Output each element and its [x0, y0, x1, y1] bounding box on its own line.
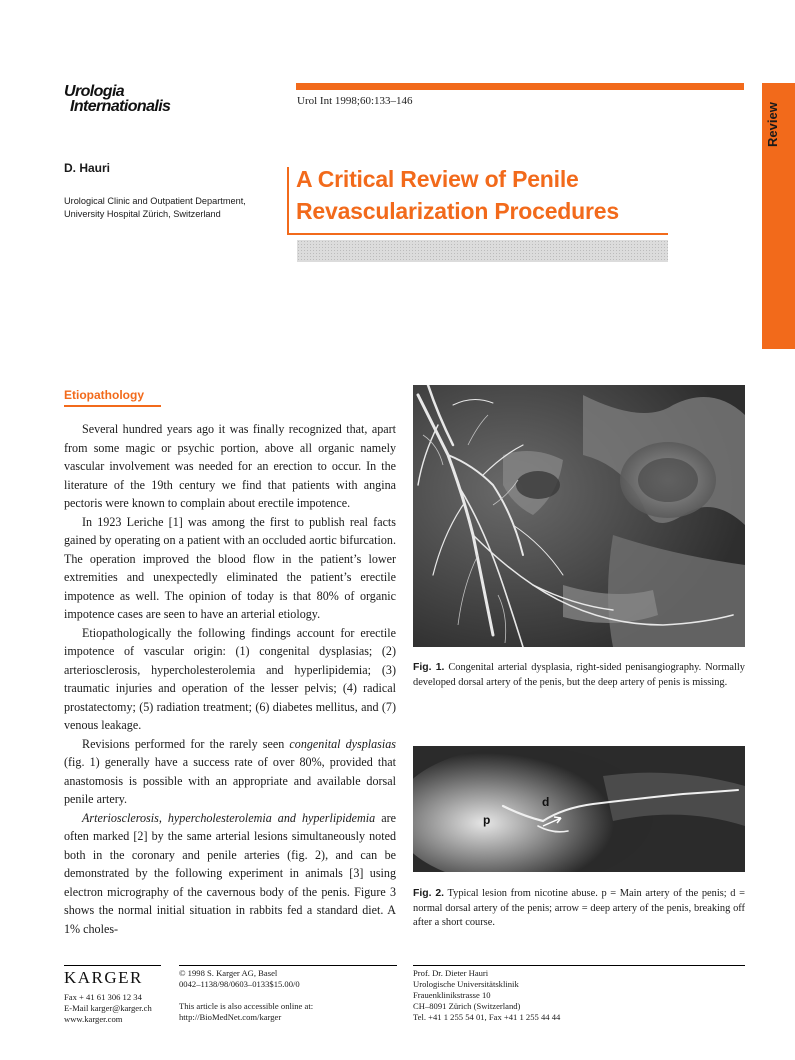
paragraph-4-emphasis: congenital dysplasias	[289, 736, 396, 751]
online-note: This article is also accessible online at:	[179, 1001, 314, 1011]
article-title	[296, 163, 676, 227]
issn-line: 0042–1138/98/0603–0133$15.00/0	[179, 979, 300, 989]
figure-2-caption-text: Typical lesion from nicotine abuse. p = Main artery of the penis; d = normal dorsal artery of the penis; arrow = deep artery of the penis, breaking off after a short course.	[413, 888, 745, 928]
header-accent-bar	[296, 83, 744, 90]
paragraph-4	[64, 735, 396, 809]
paragraph-3: Etiopathologically the following findings account for erectile impotence of vascular origin: (1) congenital dysplasias; (2) arteriosclerosis, hypercholesterolemia and hyperlipidemia; (3) traumatic injuries and operation of the lesser pelvis; (4) radical prostatectomy; (5) radiation treatment; (6) diabetes mellitus, and (7) venous leakage.	[64, 625, 396, 732]
author-name: D. Hauri	[64, 161, 111, 175]
figure-1-image	[413, 385, 745, 647]
figure-2-marker-d: d	[542, 795, 550, 809]
body-text	[64, 419, 396, 938]
section-tab-label: Review	[765, 102, 780, 147]
copyright-block	[179, 968, 313, 1023]
correspondence-city: CH–8091 Zürich (Switzerland)	[413, 1001, 521, 1011]
publisher-email[interactable]: E-Mail karger@karger.ch	[64, 1003, 152, 1013]
title-decorative-band	[297, 240, 668, 262]
paragraph-1: Several hundred years ago it was finally recognized that, apart from some magic or psychic portion, above all organic namely vascular involvement was needed for an erection to occur. In the literature of the 19th century we find that patients with angina pectoris were known to complain about erectile impotence.	[64, 422, 396, 510]
publisher-logo: KARGER	[64, 968, 143, 987]
correspondence-address	[413, 968, 560, 1023]
figure-2-image	[413, 746, 745, 872]
figure-1-caption-text: Congenital arterial dysplasia, right-sided penisangiography. Normally developed dorsal artery of the penis, but the deep artery of penis is missing.	[413, 662, 745, 688]
figure-2-caption	[413, 887, 745, 931]
journal-logo-line1: Urologia	[64, 83, 125, 100]
copyright-line: © 1998 S. Karger AG, Basel	[179, 968, 278, 978]
online-url[interactable]: http://BioMedNet.com/karger	[179, 1012, 282, 1022]
title-rule-vertical	[287, 167, 289, 235]
paragraph-5	[64, 809, 396, 939]
title-rule-horizontal	[287, 233, 668, 235]
author-affiliation: Urological Clinic and Outpatient Department, University Hospital Zürich, Switzerland	[64, 196, 246, 219]
paragraph-4-start: Revisions performed for the rarely seen	[82, 736, 290, 751]
section-tab	[762, 83, 795, 349]
journal-logo	[64, 84, 204, 114]
correspondence-phone: Tel. +41 1 255 54 01, Fax +41 1 255 44 44	[413, 1012, 561, 1022]
correspondence-dept: Urologische Universitätsklinik	[413, 979, 519, 989]
correspondence-street: Frauenklinikstrasse 10	[413, 990, 491, 1000]
publisher-fax: Fax + 41 61 306 12 34	[64, 992, 142, 1002]
figure-2-label: Fig. 2.	[413, 888, 445, 899]
section-heading: Etiopathology	[64, 388, 144, 402]
publisher-website[interactable]: www.karger.com	[64, 1014, 123, 1024]
article-title-line2: Revascularization Procedures	[296, 198, 619, 224]
correspondence-name: Prof. Dr. Dieter Hauri	[413, 968, 489, 978]
citation: Urol Int 1998;60:133–146	[297, 95, 413, 107]
footer-rule-left	[64, 965, 161, 966]
figure-1-caption	[413, 661, 745, 690]
figure-1-label: Fig. 1.	[413, 662, 445, 673]
paragraph-5-emphasis: Arteriosclerosis, hypercholesterolemia and hyperlipidemia	[82, 810, 376, 825]
paragraph-4-end: (fig. 1) generally have a success rate of over 80%, provided that anastomosis is possible with an appropriate and available dorsal penile artery.	[64, 755, 396, 806]
footer-rule-right	[413, 965, 745, 966]
footer-rule-middle	[179, 965, 397, 966]
figure-2-marker-p: p	[483, 813, 491, 827]
article-title-line1: A Critical Review of Penile	[296, 166, 579, 192]
journal-logo-line2: Internationalis	[70, 98, 171, 115]
publisher-contact	[64, 992, 152, 1025]
figure-2-angiogram	[413, 746, 745, 872]
figure-1-angiogram	[413, 385, 745, 647]
paragraph-2: In 1923 Leriche [1] was among the first to publish real facts gained by operating on a patient with an occluded aortic bifurcation. The operation improved the blood flow in the patient’s lower extremities and unexpectedly eliminated the patient’s erectile impotence as well. The opinion of today is that 80% of organic impotence cases are seen to have an arterial etiology.	[64, 514, 396, 621]
paragraph-5-end: are often marked [2] by the same arterial lesions simultaneously noted both in the coronary and penile arteries (fig. 2), and can be demonstrated by the following experiment in animals [3] using electron micrography of the cavernous body of the penis. Figure 3 shows the normal initial situation in rabbits fed a standard diet. A 1% choles-	[64, 810, 396, 936]
section-heading-rule	[64, 405, 161, 407]
